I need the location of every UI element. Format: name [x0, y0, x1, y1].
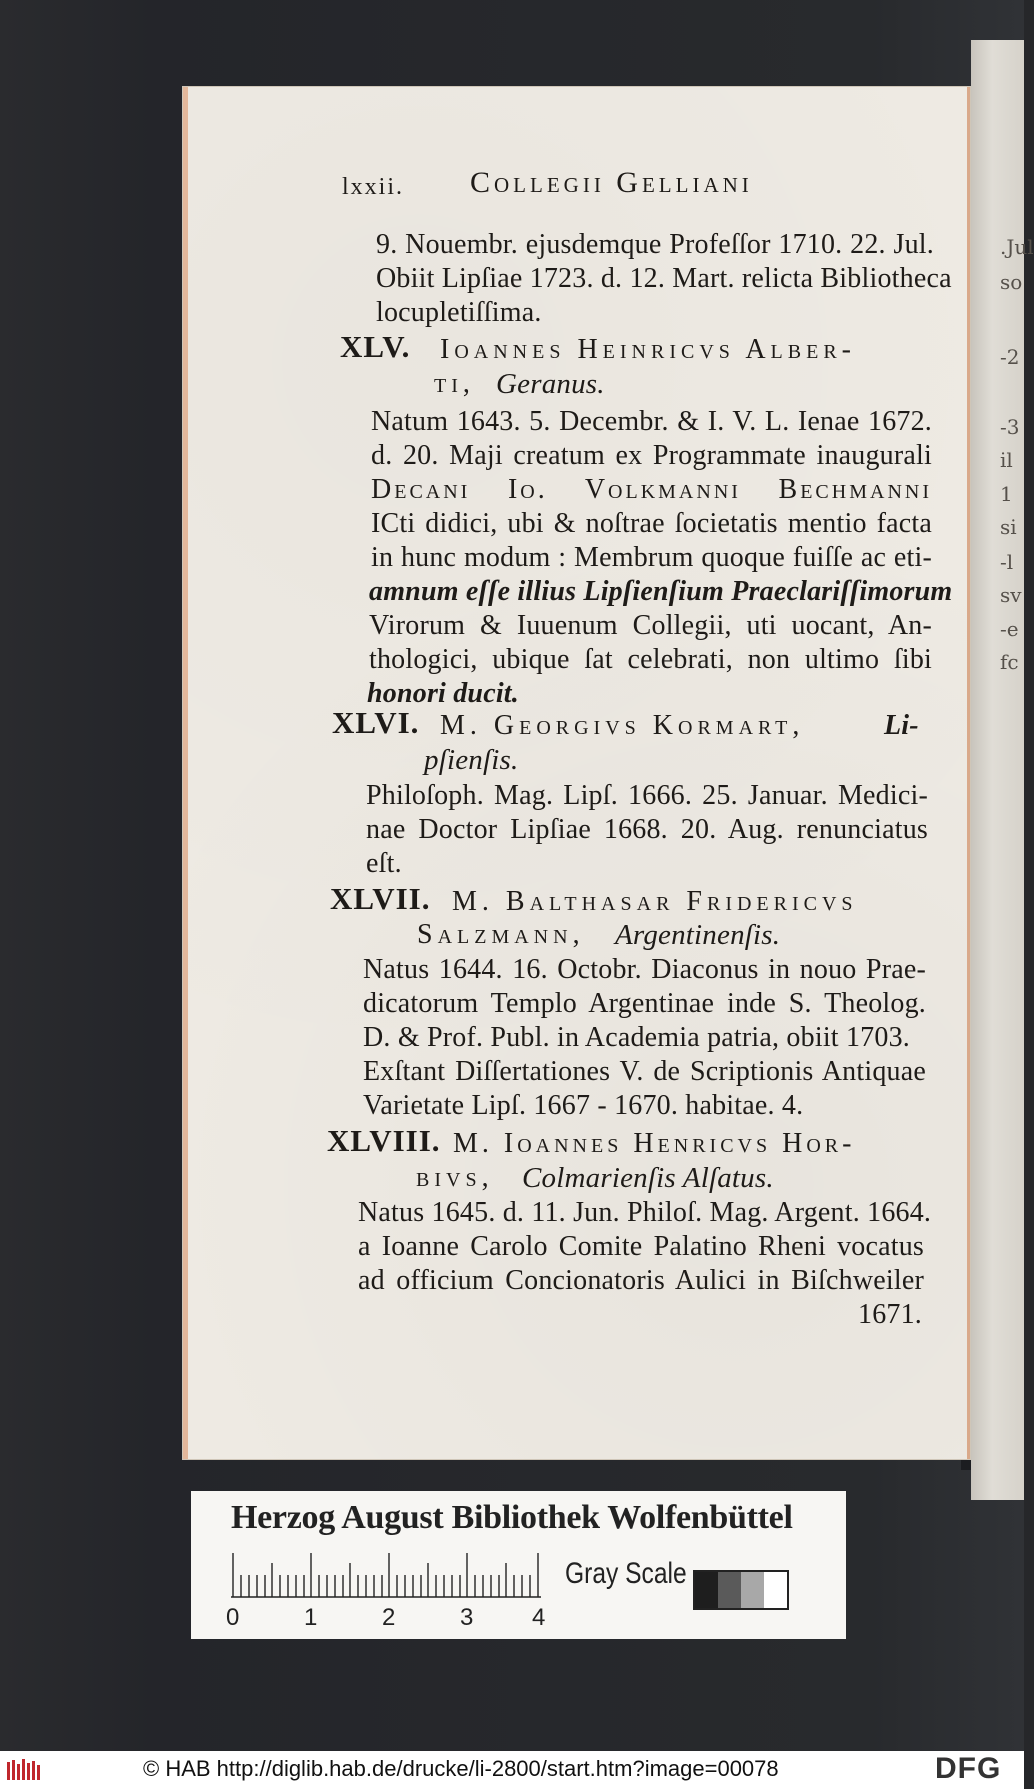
ruler-number: 1: [304, 1604, 318, 1631]
text-line: Obiit Lipſiae 1723. d. 12. Mart. relicta Bibliotheca: [376, 263, 952, 294]
next-page-fragment: si: [1000, 515, 1017, 539]
entry-origin: Argentinenſis.: [615, 919, 781, 951]
text-line: dicatorum Templo Argentinae inde S. Theolog.: [363, 988, 926, 1019]
text-line: eſt.: [366, 848, 402, 879]
gray-patch: [741, 1572, 764, 1608]
entry-name: M. Balthasar Fridericvs: [452, 886, 858, 917]
entry-origin: Colmarienſis Alſatus.: [522, 1162, 774, 1194]
text-line: ICti didici, ubi & noſtrae ſocietatis mentio facta: [371, 508, 932, 539]
next-page-fragment: .Jul: [1000, 235, 1034, 259]
entry-number: XLVII.: [330, 881, 431, 916]
text-line: in hunc modum : Membrum quoque fuiſſe ac eti-: [371, 542, 932, 573]
next-page-fragment: -e: [1000, 617, 1019, 641]
ruler-number: 4: [532, 1604, 546, 1631]
hab-color-card: [191, 1491, 846, 1639]
text-line: Natum 1643. 5. Decembr. & I. V. L. Ienae 1672.: [371, 406, 932, 437]
text-line: D. & Prof. Publ. in Academia patria, obiit 1703.: [363, 1022, 910, 1053]
entry-origin: Geranus.: [496, 368, 605, 400]
text-line: ad officium Concionatoris Aulici in Biſchweiler: [358, 1265, 924, 1296]
ruler-number: 2: [382, 1604, 396, 1631]
next-page-fragment: il: [1000, 448, 1013, 472]
card-title: Herzog August Bibliothek Wolfenbüttel: [231, 1499, 793, 1536]
next-page-fragment: -l: [1000, 550, 1014, 574]
page-edge: [183, 87, 188, 1459]
entry-number: XLVI.: [332, 705, 420, 740]
entry-number: XLV.: [340, 329, 411, 364]
entry-name-cont: Salzmann,: [417, 919, 585, 950]
ruler-number: 0: [226, 1604, 240, 1631]
running-title: Collegii Gelliani: [470, 166, 753, 199]
text-line: Exſtant Diſſertationes V. de Scriptionis Antiquae: [363, 1056, 926, 1087]
text-line: Varietate Lipſ. 1667 - 1670. habitae. 4.: [363, 1090, 804, 1121]
gray-scale-patches: [693, 1570, 789, 1610]
next-page-fragment: -3: [1000, 415, 1020, 439]
text-line: d. 20. Maji creatum ex Programmate inaugurali: [371, 440, 932, 471]
gray-patch: [764, 1572, 787, 1608]
page-number: lxxii.: [342, 174, 405, 200]
next-page-fragment: 1: [1000, 482, 1013, 506]
gray-scale-label: Gray Scale: [565, 1557, 687, 1590]
entry-name-cont: bivs,: [416, 1162, 494, 1193]
entry-origin: Li-: [884, 710, 919, 741]
ruler-scale: [231, 1553, 541, 1597]
next-page-sliver: [971, 40, 1024, 1500]
text-line: Virorum & Iuuenum Collegii, uti uocant, An-: [369, 610, 932, 641]
text-line: a Ioanne Carolo Comite Palatino Rheni vocatus: [358, 1231, 924, 1262]
next-page-fragment: -2: [1000, 345, 1020, 369]
entry-number: XLVIII.: [327, 1123, 441, 1158]
text-line: 1671.: [858, 1299, 922, 1330]
text-line: Philoſoph. Mag. Lipſ. 1666. 25. Januar. Medici-: [366, 780, 928, 811]
next-page-fragment: sv: [1000, 583, 1022, 607]
text-line: Natus 1644. 16. Octobr. Diaconus in nouo Prae-: [363, 954, 926, 985]
source-url[interactable]: © HAB http://diglib.hab.de/drucke/li-2800/start.htm?image=00078: [143, 1756, 779, 1781]
entry-name: M. Ioannes Henricvs Hor-: [453, 1128, 856, 1159]
hab-logo-icon: [6, 1758, 44, 1782]
text-line: amnum eſſe illius Lipſienſium Praeclariſſimorum: [369, 576, 953, 607]
text-line: Natus 1645. d. 11. Jun. Philoſ. Mag. Argent. 1664.: [358, 1197, 932, 1228]
next-page-fragment: so: [1000, 270, 1023, 294]
gray-patch: [718, 1572, 741, 1608]
text-line: Decani Io. Volkmanni Bechmanni: [371, 474, 932, 505]
text-line: nae Doctor Lipſiae 1668. 20. Aug. renunciatus: [366, 814, 928, 845]
gray-patch: [695, 1572, 718, 1608]
footer-bar: [0, 1751, 1024, 1789]
text-line: honori ducit.: [367, 678, 519, 709]
entry-name: Ioannes Heinricvs Alber-: [440, 334, 856, 365]
text-line: thologici, ubique ſat celebrati, non ultimo ſibi: [369, 644, 932, 675]
entry-name: M. Georgivs Kormart,: [440, 710, 805, 741]
entry-name-cont: ti,: [434, 368, 475, 399]
next-page-fragment: fc: [1000, 650, 1019, 674]
text-line: 9. Nouembr. ejusdemque Profeſſor 1710. 22. Jul.: [376, 229, 934, 260]
ruler-number: 3: [460, 1604, 474, 1631]
text-line: locupletiſſima.: [376, 297, 542, 328]
dfg-logo: DFG: [935, 1752, 1002, 1785]
entry-origin-cont: pſienſis.: [424, 744, 519, 776]
